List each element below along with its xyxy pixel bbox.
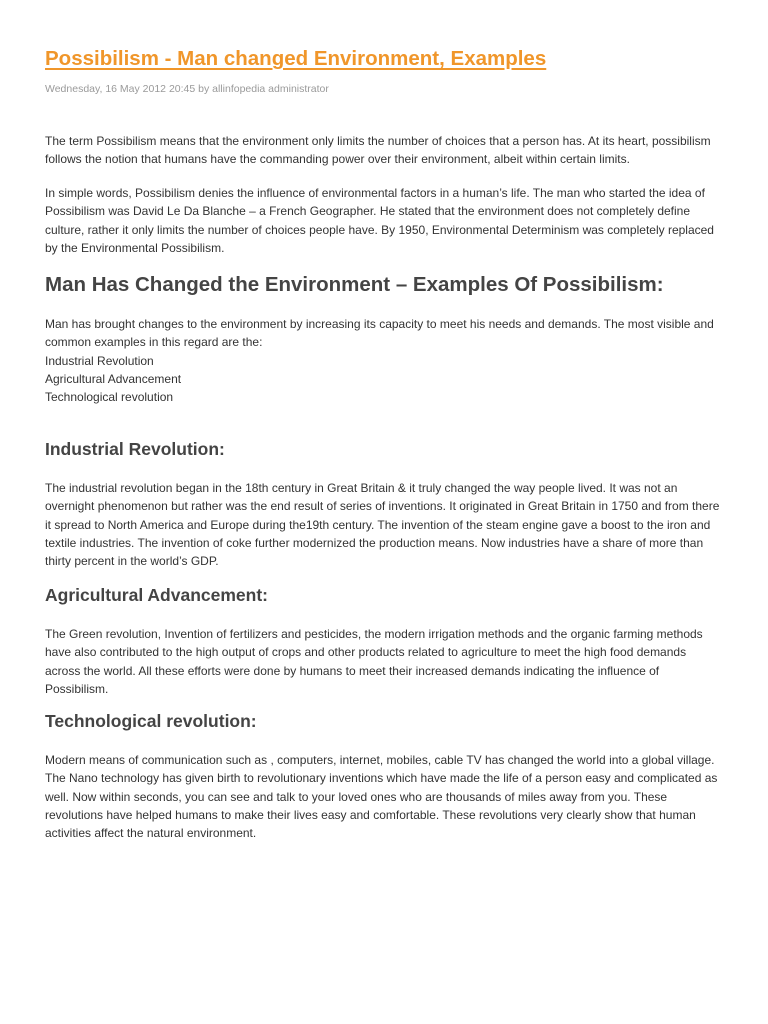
industrial-heading: Industrial Revolution: [45,439,225,459]
example-item: Agricultural Advancement [45,371,182,386]
technological-heading: Technological revolution: [45,711,257,731]
example-item: Industrial Revolution [45,353,154,368]
main-heading: Man Has Changed the Environment – Examples Of Possibilism: [45,273,664,296]
industrial-paragraph: The industrial revolution began in the 18th century in Great Britain & it truly changed the way people lived. It was not an overnight phenomenon but rather was the end result of series of inventions. It originated in Great Britain in 1750 and from there it spread to North America and Europe during the19th century. The invention of the steam engine gave a boost to the iron and textile industries. The invention of coke further modernized the production means. Now industries have a share of more than thirty percent in the world’s GDP. [45,481,720,569]
technological-paragraph: Modern means of communication such as , computers, internet, mobiles, cable TV has changed the world into a global village. The Nano technology has given birth to revolutionary inventions which have made the life of a person easy and complicated as well. Now within seconds, you can see and talk to your loved ones who are thousands of miles away from you. These revolutions have helped humans to make their lives easy and comfortable. These revolutions very clearly show that human activities affect the natural environment. [45,753,718,841]
example-item: Technological revolution [45,390,174,405]
agricultural-paragraph: The Green revolution, Invention of fertilizers and pesticides, the modern irrigation methods and the organic farming methods have also contributed to the high output of crops and other products related to agriculture to meet the high food demands across the world. All these efforts were done by humans to meet their increased demands indicating the influence of Possibilism. [45,627,703,696]
article-meta: Wednesday, 16 May 2012 20:45 by allinfopedia administrator [45,83,329,95]
agricultural-heading: Agricultural Advancement: [45,585,269,605]
examples-paragraph [45,315,723,406]
examples-intro-text: Man has brought changes to the environment by increasing its capacity to meet his needs and demands. The most visible and common examples in this regard are the: [45,317,714,350]
article-title-link[interactable]: Possibilism - Man changed Environment, Examples [45,47,547,70]
intro-paragraph-1: The term Possibilism means that the environment only limits the number of choices that a person has. At its heart, possibilism follows the notion that humans have the commanding power over their environment, albeit within certain limits. [45,134,711,167]
intro-paragraph-2: In simple words, Possibilism denies the influence of environmental factors in a human’s life. The man who started the idea of Possibilism was David Le Da Blanche – a French Geographer. He stated that the environment does not completely define culture, rather it only limits the number of choices people have. By 1950, Environmental Determinism was completely replaced by the Environmental Possibilism. [45,186,714,255]
